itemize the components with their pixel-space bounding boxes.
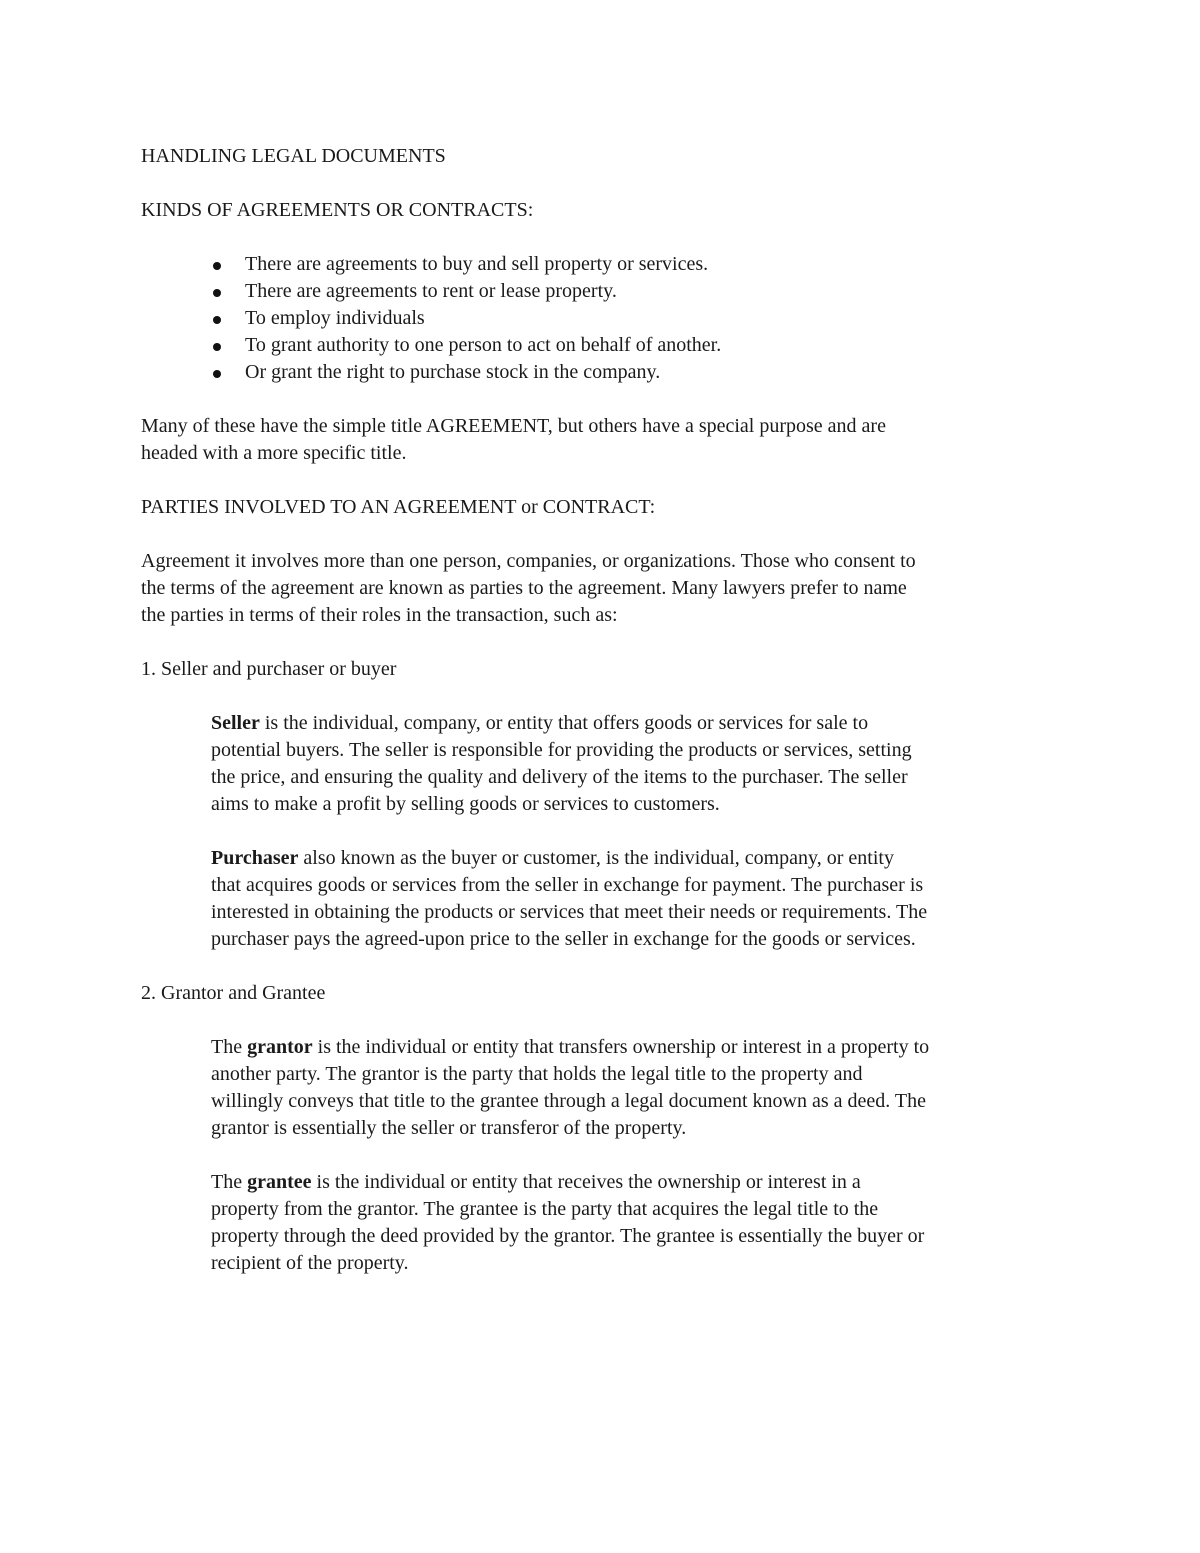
bullet-icon xyxy=(213,289,221,297)
item2-heading: 2. Grantor and Grantee xyxy=(141,982,326,1004)
bullet-icon xyxy=(213,262,221,270)
bullet-icon xyxy=(213,370,221,378)
kinds-list xyxy=(141,251,1066,386)
grantee-term: grantee xyxy=(247,1171,312,1193)
grantee-definition: The grantee is the individual or entity that receives the ownership or interest in a property from the grantor. The grantee is the party that acquires the legal title to the property through the deed provided by the grantor. The grantee is essentially the buyer or recipient of the property. xyxy=(211,1171,925,1274)
purchaser-definition: Purchaser also known as the buyer or customer, is the individual, company, or entity that acquires goods or services from the seller in exchange for payment. The purchaser is interested in obtaining the products or services that meet their needs or requirements. The purchaser pays the agreed-upon price to the seller in exchange for the goods or services. xyxy=(211,847,928,950)
bullet-icon xyxy=(213,316,221,324)
list-item: There are agreements to rent or lease property. xyxy=(245,278,1066,305)
seller-definition: Seller is the individual, company, or entity that offers goods or services for sale to potential buyers. The seller is responsible for providing the products or services, setting the price, and ensuring the quality and delivery of the items to the purchaser. The seller aims to make a profit by selling goods or services to customers. xyxy=(211,712,912,815)
parties-intro: Agreement it involves more than one person, companies, or organizations. Those who consent to the terms of the agreement are known as parties to the agreement. Many lawyers prefer to name the parties in terms of their roles in the transaction, such as: xyxy=(141,550,916,626)
seller-term: Seller xyxy=(211,712,260,734)
list-item: To employ individuals xyxy=(245,305,1066,332)
grantor-definition: The grantor is the individual or entity that transfers ownership or interest in a property to another party. The grantor is the party that holds the legal title to the property and willingly conveys that title to the grantee through a legal document known as a deed. The grantor is essentially the seller or transferor of the property. xyxy=(211,1036,930,1139)
document-body xyxy=(141,143,1066,1304)
list-item: There are agreements to buy and sell property or services. xyxy=(245,251,1066,278)
bullet-icon xyxy=(213,343,221,351)
parties-heading: PARTIES INVOLVED TO AN AGREEMENT or CONTRACT: xyxy=(141,496,656,518)
kinds-heading: KINDS OF AGREEMENTS OR CONTRACTS: xyxy=(141,199,534,221)
list-item: To grant authority to one person to act on behalf of another. xyxy=(245,332,1066,359)
item1-heading: 1. Seller and purchaser or buyer xyxy=(141,658,397,680)
grantor-term: grantor xyxy=(247,1036,313,1058)
list-item: Or grant the right to purchase stock in the company. xyxy=(245,359,1066,386)
document-title: HANDLING LEGAL DOCUMENTS xyxy=(141,145,446,167)
kinds-note: Many of these have the simple title AGREEMENT, but others have a special purpose and are headed with a more specific title. xyxy=(141,415,886,464)
purchaser-term: Purchaser xyxy=(211,847,299,869)
